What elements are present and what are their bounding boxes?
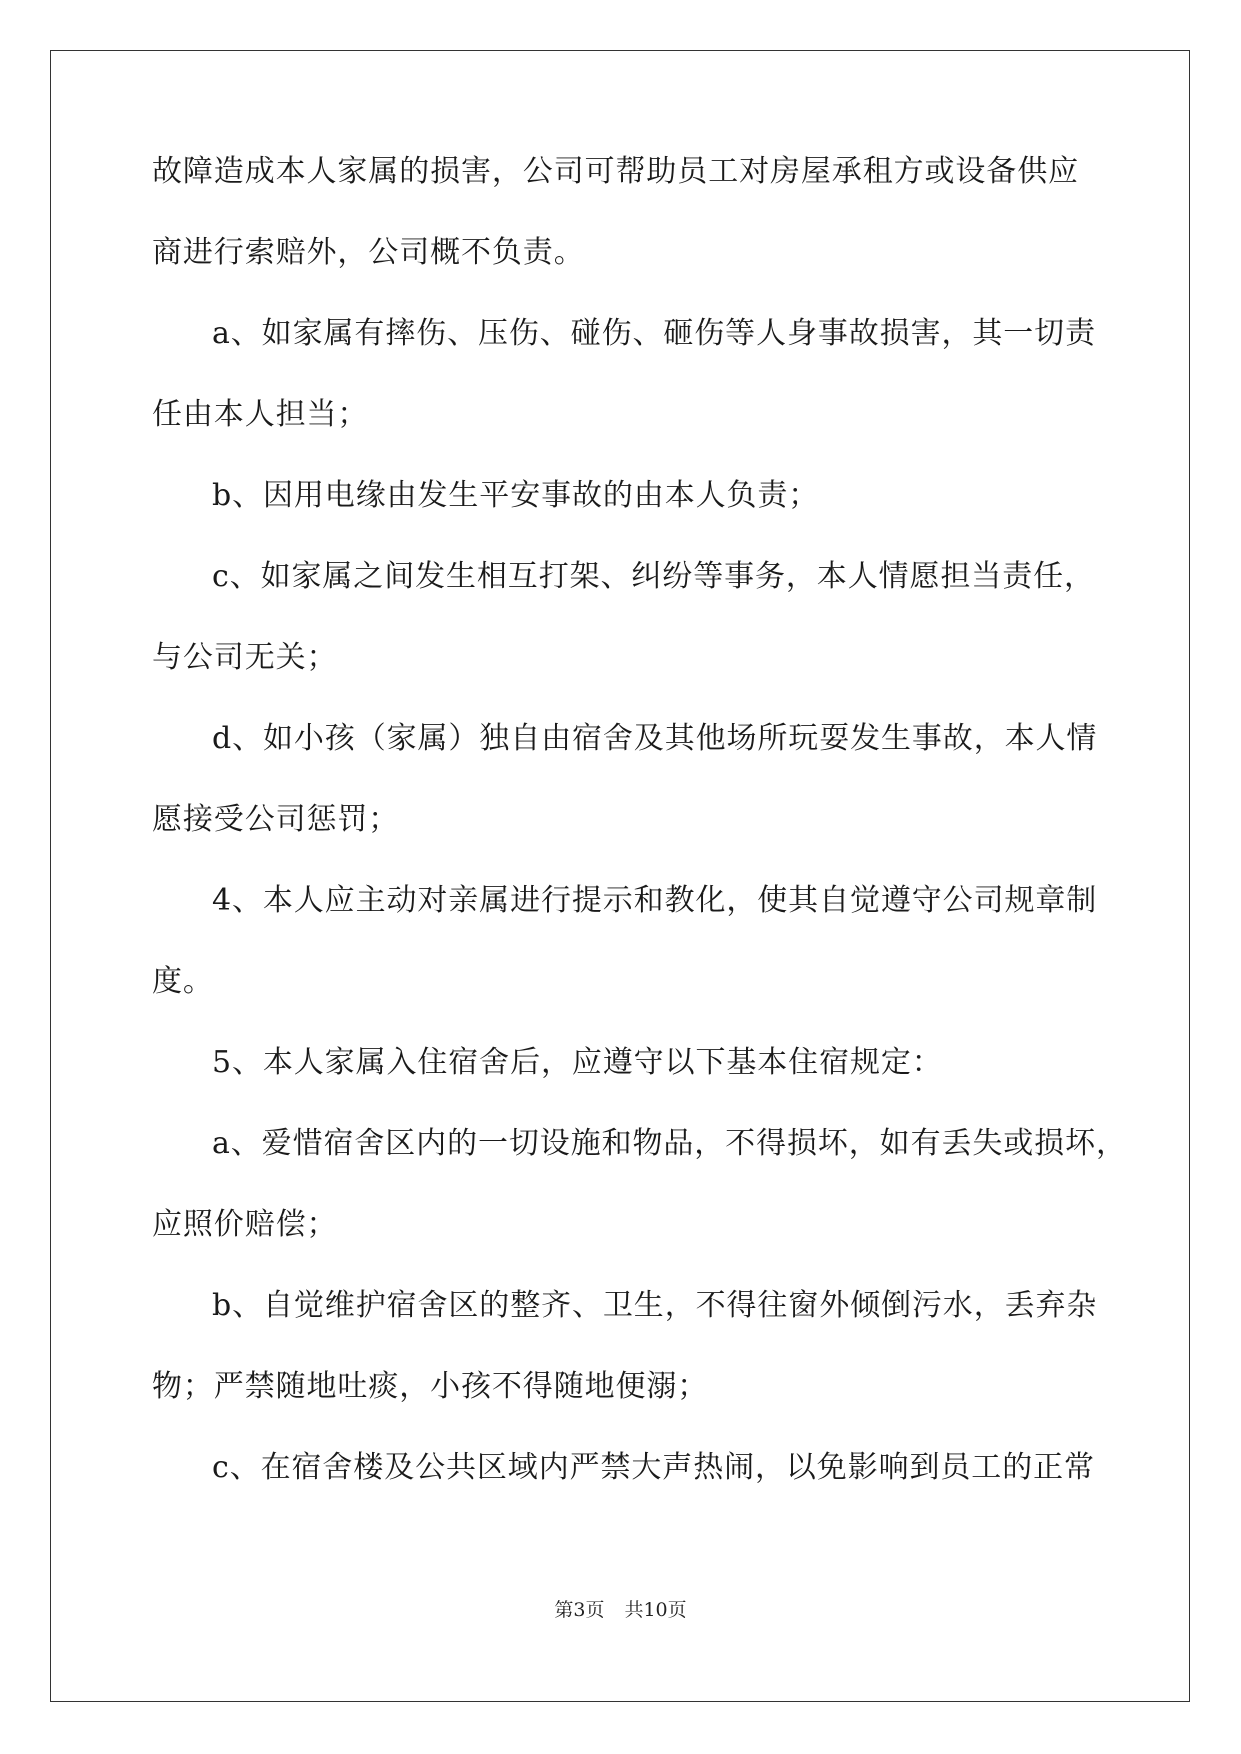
- text-line: c、如家属之间发生相互打架、纠纷等事务，本人情愿担当责任，: [212, 559, 1095, 594]
- text-line: a、如家属有摔伤、压伤、碰伤、砸伤等人身事故损害，其一切责: [212, 316, 1096, 351]
- page-footer: [0, 1595, 1241, 1622]
- page-total: 共10页: [624, 1599, 687, 1621]
- text-line: 物；严禁随地吐痰，小孩不得随地便溺；: [152, 1369, 709, 1404]
- text-line: d、如小孩（家属）独自由宿舍及其他场所玩耍发生事故，本人情: [212, 721, 1098, 756]
- text-line: b、自觉维护宿舍区的整齐、卫生，不得往窗外倾倒污水，丢弃杂: [212, 1288, 1098, 1323]
- text-line: 愿接受公司惩罚；: [152, 802, 400, 837]
- text-line: b、因用电缘由发生平安事故的由本人负责；: [212, 478, 820, 513]
- text-line: 5、本人家属入住宿舍后，应遵守以下基本住宿规定：: [212, 1045, 943, 1080]
- document-body: [152, 152, 1127, 1529]
- text-line: a、爱惜宿舍区内的一切设施和物品，不得损坏，如有丢失或损坏，: [212, 1126, 1127, 1161]
- text-line: c、在宿舍楼及公共区域内严禁大声热闹，以免影响到员工的正常: [212, 1450, 1095, 1485]
- text-line: 商进行索赔外，公司概不负责。: [152, 235, 585, 270]
- text-line: 应照价赔偿；: [152, 1207, 338, 1242]
- text-line: 任由本人担当；: [152, 397, 369, 432]
- text-line: 4、本人应主动对亲属进行提示和教化，使其自觉遵守公司规章制: [212, 883, 1098, 918]
- text-line: 度。: [152, 964, 214, 999]
- text-line: 与公司无关；: [152, 640, 338, 675]
- page-number: 第3页: [554, 1599, 605, 1621]
- text-line: 故障造成本人家属的损害，公司可帮助员工对房屋承租方或设备供应: [152, 154, 1079, 189]
